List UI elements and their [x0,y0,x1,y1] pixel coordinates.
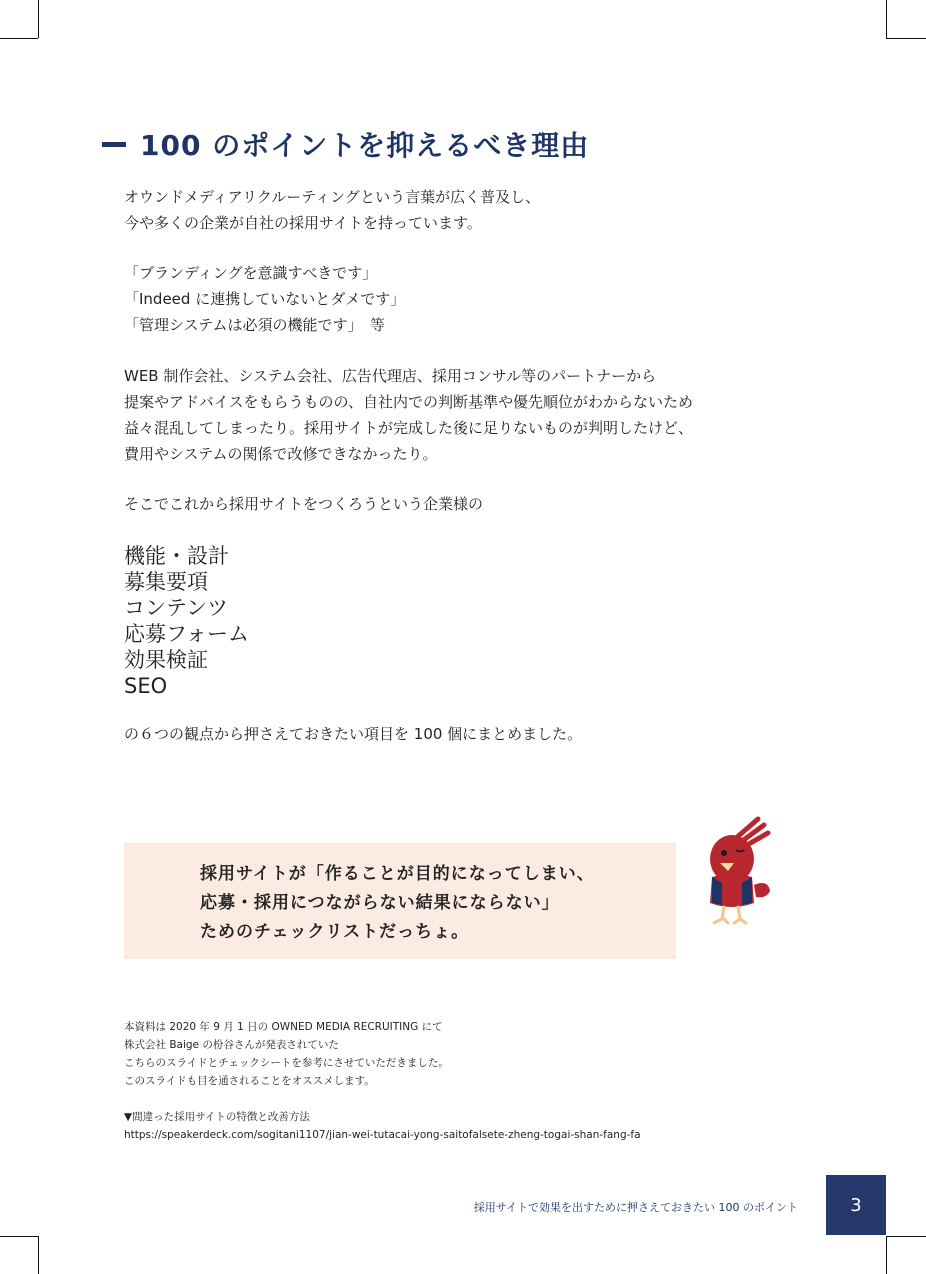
problem-line: 提案やアドバイスをもらうものの、自社内での判断基準や優先順位がわからないため [124,393,693,411]
source-notes [124,1018,641,1144]
bird-mascot-icon [698,815,784,927]
summary-line: の６つの観点から押さえておきたい項目を 100 個にまとめました。 [124,725,583,743]
problem-paragraph [124,363,693,467]
intro-line: 今や多くの企業が自社の採用サイトを持っています。 [124,214,482,232]
heading-text: 100 のポイントを抑えるべき理由 [140,129,590,162]
note-line: 株式会社 Baige の枌谷さんが発表されていた [124,1039,339,1051]
viewpoint-list [124,543,249,699]
speech-line: 応募・採用につながらない結果にならない」 [200,893,560,913]
note-line: こちらのスライドとチェックシートを参考にさせていただきました。 [124,1057,449,1069]
page-number: 3 [826,1175,886,1235]
viewpoint-item: 効果検証 [124,648,208,672]
quote-line: 「ブランディングを意識すべきです」 [124,264,378,282]
speech-bubble-text [200,860,595,947]
quote-line: 「管理システムは必須の機能です」 等 [124,316,386,334]
crop-mark-bottom-left-v [38,1236,39,1274]
lead-line: そこでこれから採用サイトをつくろうという企業様の [124,495,483,513]
note-line: 本資料は 2020 年 9 月 1 日の OWNED MEDIA RECRUITING にて [124,1021,443,1033]
viewpoint-item: 募集要項 [124,570,208,594]
speech-line: ためのチェックリストだっちょ。 [200,922,470,942]
viewpoint-item: 機能・設計 [124,544,229,568]
summary-paragraph [124,721,582,747]
heading-dash [102,142,126,147]
crop-mark-bottom-right-h [886,1236,926,1237]
problem-line: 益々混乱してしまったり。採用サイトが完成した後に足りないものが判明したけど、 [124,419,693,437]
speech-line: 採用サイトが「作ることが目的になってしまい、 [200,864,595,884]
reference-heading: ▼間違った採用サイトの特徴と改善方法 [124,1111,310,1123]
quotes-paragraph [124,260,405,338]
crop-mark-top-right-v [886,0,887,38]
reference-link[interactable]: https://speakerdeck.com/sogitani1107/jian-wei-tutacai-yong-saitofalsete-zheng-togai-shan-fang-fa [124,1129,641,1141]
lead-paragraph [124,491,483,517]
footer-doc-title: 採用サイトで効果を出すために押さえておきたい 100 のポイント [473,1201,798,1214]
note-line: このスライドも目を通されることをオススメします。 [124,1075,375,1087]
intro-line: オウンドメディアリクルーティングという言葉が広く普及し、 [124,188,541,206]
viewpoint-item: コンテンツ [124,596,228,620]
problem-line: 費用やシステムの関係で改修できなかったり。 [124,445,438,463]
intro-paragraph [124,184,540,236]
section-heading [102,122,589,166]
quote-line: 「Indeed に連携していないとダメです」 [124,290,406,308]
crop-mark-top-left-v [38,0,39,38]
viewpoint-item: SEO [124,674,168,698]
viewpoint-item: 応募フォーム [124,622,249,646]
problem-line: WEB 制作会社、システム会社、広告代理店、採用コンサル等のパートナーから [124,367,657,385]
speech-bubble-tail [652,884,676,922]
crop-mark-top-right-h [886,38,926,39]
crop-mark-bottom-left-h [0,1236,38,1237]
crop-mark-top-left-h [0,38,38,39]
crop-mark-bottom-right-v [886,1236,887,1274]
